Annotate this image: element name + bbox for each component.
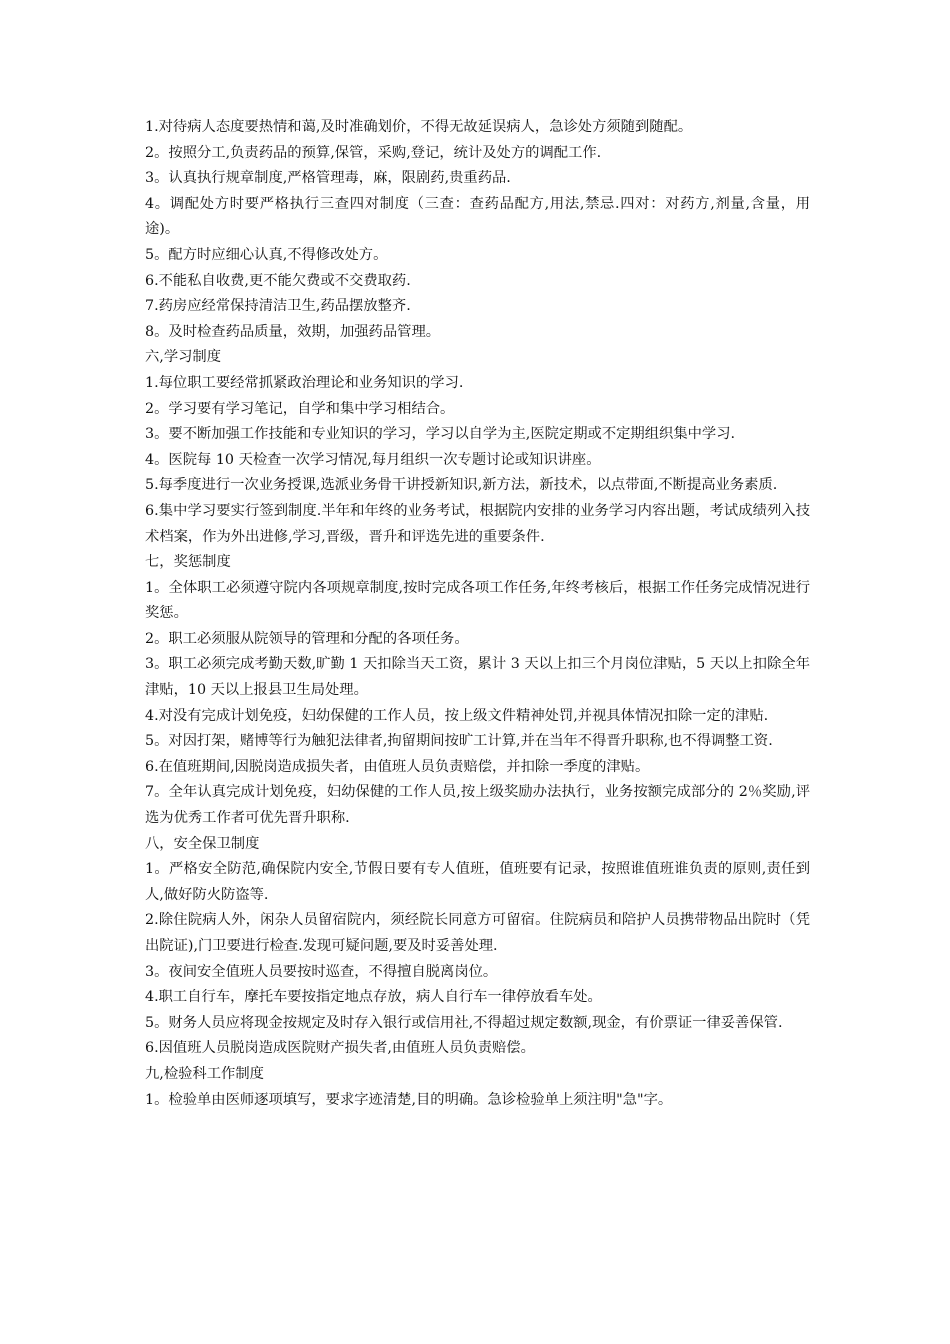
- pharmacy-rule-1: 1.对待病人态度要热情和蔼,及时准确划价，不得无故延误病人，急诊处方须随到随配。: [145, 119, 693, 135]
- rewards-rule-5: 5。对因打架，赌博等行为触犯法律者,拘留期间按旷工计算,并在当年不得晋升职称,也不得调整工资.: [145, 733, 773, 750]
- pharmacy-rule-6: 6.不能私自收费,更不能欠费或不交费取药.: [145, 272, 411, 289]
- security-rule-2: 2.除住院病人外，闲杂人员留宿院内，须经院长同意方可留宿。住院病员和陪护人员携带物品出院时（凭出院证),门卫要进行检查.发现可疑问题,要及时妥善处理.: [145, 912, 810, 954]
- security-rule-4: 4.职工自行车，摩托车要按指定地点存放，病人自行车一律停放看车处。: [145, 989, 602, 1006]
- rewards-rule-4: 4.对没有完成计划免疫，妇幼保健的工作人员，按上级文件精神处罚,并视具体情况扣除一定的津贴.: [145, 707, 769, 724]
- pharmacy-rule-5: 5。配方时应细心认真,不得修改处方。: [145, 246, 388, 263]
- study-rule-4: 4。医院每 10 天检查一次学习情况,每月组织一次专题讨论或知识讲座。: [145, 451, 601, 468]
- section-heading-laboratory: 九,检验科工作制度: [145, 1065, 264, 1082]
- study-rule-1: 1.每位职工要经常抓紧政治理论和业务知识的学习.: [145, 374, 464, 391]
- rewards-rule-6: 6.在值班期间,因脱岗造成损失者，由值班人员负责赔偿，并扣除一季度的津贴。: [145, 758, 650, 775]
- study-rule-6: 6.集中学习要实行签到制度.半年和年终的业务考试，根据院内安排的业务学习内容出题，考试成绩列入技术档案，作为外出进修,学习,晋级，晋升和评选先进的重要条件.: [145, 502, 810, 545]
- pharmacy-rule-8: 8。及时检查药品质量，效期，加强药品管理。: [145, 323, 441, 340]
- document-body: [145, 115, 810, 1113]
- laboratory-rule-1: 1。检验单由医师逐项填写，要求字迹清楚,目的明确。急诊检验单上须注明"急"字。: [145, 1091, 673, 1108]
- pharmacy-rule-3: 3。认真执行规章制度,严格管理毒，麻，限剧药,贵重药品.: [145, 170, 511, 187]
- pharmacy-rule-2: 2。按照分工,负责药品的预算,保管，采购,登记，统计及处方的调配工作.: [145, 144, 602, 161]
- security-rule-6: 6.因值班人员脱岗造成医院财产损失者,由值班人员负责赔偿。: [145, 1040, 535, 1057]
- security-rule-3: 3。夜间安全值班人员要按时巡查，不得擅自脱离岗位。: [145, 963, 498, 980]
- section-heading-security: 八，安全保卫制度: [145, 835, 260, 852]
- rewards-rule-3: 3。职工必须完成考勤天数,旷勤 1 天扣除当天工资，累计 3 天以上扣三个月岗位津贴，5 天以上扣除全年津贴，10 天以上报县卫生局处理。: [145, 656, 810, 699]
- study-rule-3: 3。要不断加强工作技能和专业知识的学习，学习以自学为主,医院定期或不定期组织集中学习.: [145, 426, 736, 443]
- section-heading-rewards: 七，奖惩制度: [145, 554, 231, 571]
- study-rule-5: 5.每季度进行一次业务授课,选派业务骨干讲授新知识,新方法，新技术，以点带面,不断提高业务素质.: [145, 477, 778, 494]
- security-rule-1: 1。严格安全防范,确保院内安全,节假日要有专人值班，值班要有记录，按照谁值班谁负责的原则,责任到人,做好防火防盗等.: [145, 861, 810, 903]
- rewards-rule-1: 1。全体职工必须遵守院内各项规章制度,按时完成各项工作任务,年终考核后，根据工作任务完成情况进行奖惩。: [145, 579, 810, 622]
- rewards-rule-7: 7。全年认真完成计划免疫，妇幼保健的工作人员,按上级奖励办法执行，业务按额完成部分的 2％奖励,评选为优秀工作者可优先晋升职称.: [145, 784, 810, 827]
- pharmacy-rule-7: 7.药房应经常保持清洁卫生,药品摆放整齐.: [145, 298, 411, 315]
- study-rule-2: 2。学习要有学习笔记，自学和集中学习相结合。: [145, 400, 455, 417]
- rewards-rule-2: 2。职工必须服从院领导的管理和分配的各项任务。: [145, 630, 469, 647]
- pharmacy-rule-4: 4。调配处方时要严格执行三查四对制度（三查：查药品配方,用法,禁忌.四对：对药方,剂量,含量，用途)。: [145, 195, 810, 238]
- section-heading-study: 六,学习制度: [145, 349, 222, 366]
- security-rule-5: 5。财务人员应将现金按规定及时存入银行或信用社,不得超过规定数额,现金，有价票证一律妥善保管.: [145, 1014, 783, 1031]
